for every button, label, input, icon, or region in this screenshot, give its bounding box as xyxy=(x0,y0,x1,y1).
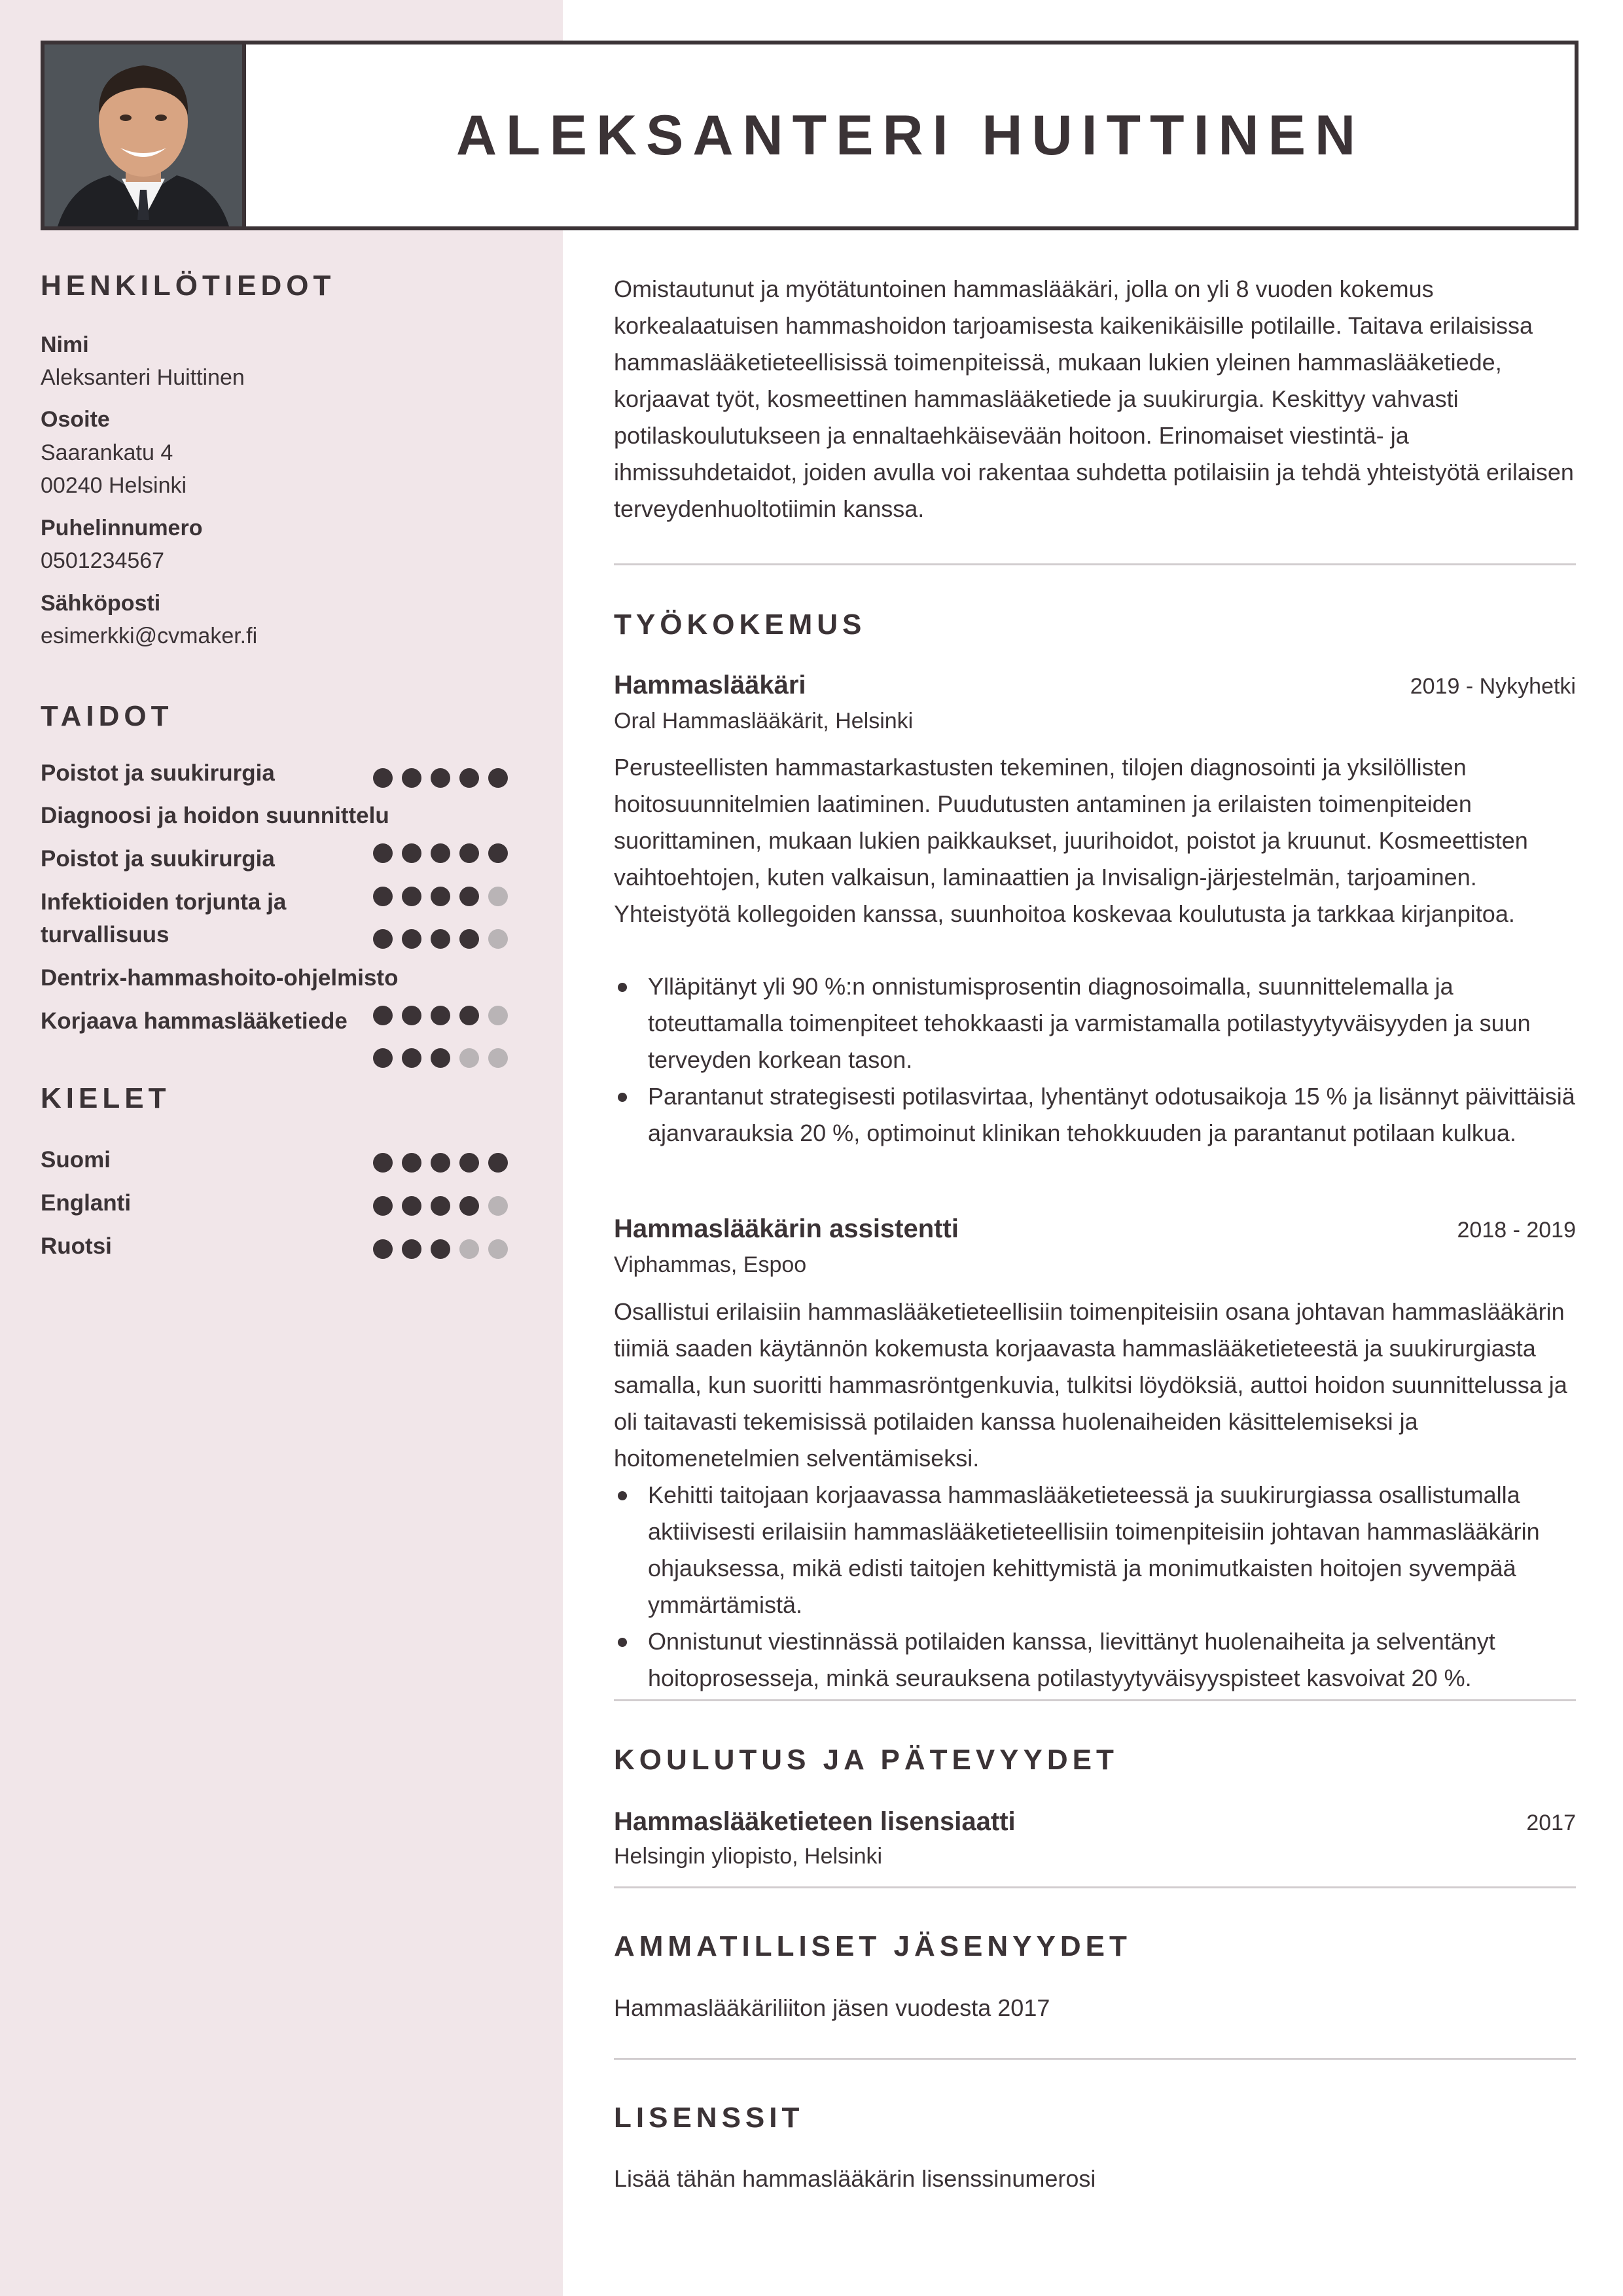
section-divider xyxy=(614,563,1576,565)
section-divider xyxy=(614,1699,1576,1701)
address-label: Osoite xyxy=(41,407,110,432)
skill-name: Infektioiden torjunta ja turvallisuus xyxy=(41,889,287,947)
rating-dot-filled xyxy=(431,1196,450,1216)
achievement-item: Parantanut strategisesti potilasvirtaa, lyhentänyt odotusaikoja 15 % ja lisännyt päivittäisiä ajanvarauksia 20 %, optimoinut klinikan tehokkuuden ja parantanut potilaan kulkua. xyxy=(614,1078,1576,1152)
skill-name: Korjaava hammaslääketiede xyxy=(41,1008,348,1034)
rating-dot-filled xyxy=(402,1006,421,1025)
rating-dot-filled xyxy=(402,1153,421,1173)
job-place: Oral Hammaslääkärit, Helsinki xyxy=(614,709,914,733)
skill-name: Poistot ja suukirurgia xyxy=(41,846,275,872)
achievement-item: Kehitti taitojaan korjaavassa hammaslääketieteessä ja suukirurgiassa osallistumalla aktiivisesti erilaisiin hammaslääketieteellisiin toimenpiteisiin johtavan hammaslääkärin ohjauksessa, mikä edisti taitojen kehittymistä ja monimutkaisten hoitojen syvempää ymmärtämistä. xyxy=(614,1477,1576,1623)
job-description: Perusteellisten hammastarkastusten tekeminen, tilojen diagnosointi ja yksilöllisten hoitosuunnitelmien laatiminen. Puudutusten antaminen ja erilaisten toimenpiteiden suorittaminen, mukaan lukien paikkaukset, juurihoidot, poistot ja kruunut. Kosmeettisten vaihtoehtojen, kuten valkaisun, laminaattien ja Invisalign-järjestelmän, tarjoaminen. Yhteistyötä kollegoiden kanssa, suunhoitoa koskevaa koulutusta ja tarkkaa kirjanpitoa. xyxy=(614,754,1528,927)
languages-heading: KIELET xyxy=(41,1082,171,1114)
experience-heading: TYÖKOKEMUS xyxy=(614,609,866,641)
rating-dot-filled xyxy=(373,768,393,788)
name-value: Aleksanteri Huittinen xyxy=(41,365,245,390)
rating-dot-empty xyxy=(488,887,508,906)
candidate-name: ALEKSANTERI HUITTINEN xyxy=(455,103,1365,167)
rating-dot-filled xyxy=(402,1196,421,1216)
rating-dot-filled xyxy=(488,1153,508,1173)
rating-dot-empty xyxy=(488,1048,508,1068)
skill-rating xyxy=(373,768,508,788)
rating-dot-filled xyxy=(488,768,508,788)
profile-photo xyxy=(45,44,246,226)
skill-rating xyxy=(373,1006,508,1025)
rating-dot-filled xyxy=(373,929,393,949)
address-line-2: 00240 Helsinki xyxy=(41,473,187,498)
achievement-item: Ylläpitänyt yli 90 %:n onnistumisprosentin diagnosoimalla, suunnittelemalla ja toteuttamalla toimenpiteet tehokkaasti ja varmistamalla potilastyytyväisyyden ja suun terveyden korkean tason. xyxy=(614,968,1576,1078)
portrait-image xyxy=(45,44,242,226)
job-achievements xyxy=(614,1477,1576,1697)
phone-value: 0501234567 xyxy=(41,548,165,573)
rating-dot-filled xyxy=(431,887,450,906)
rating-dot-filled xyxy=(431,1239,450,1259)
section-divider xyxy=(614,1886,1576,1888)
rating-dot-filled xyxy=(402,887,421,906)
rating-dot-filled xyxy=(402,1239,421,1259)
rating-dot-filled xyxy=(431,929,450,949)
achievement-item: Onnistunut viestinnässä potilaiden kanssa, lievittänyt huolenaiheita ja selventänyt hoitoprosesseja, minkä seurauksena potilastyytyväisyyspisteet kasvoivat 20 %. xyxy=(614,1623,1576,1697)
skill-rating xyxy=(373,929,508,949)
phone-label: Puhelinnumero xyxy=(41,516,203,540)
job-dates: 2018 - 2019 xyxy=(1457,1218,1576,1243)
rating-dot-filled xyxy=(488,843,508,863)
rating-dot-filled xyxy=(373,843,393,863)
rating-dot-filled xyxy=(373,1153,393,1173)
language-rating xyxy=(373,1196,508,1216)
degree-place: Helsingin yliopisto, Helsinki xyxy=(614,1844,883,1869)
name-label: Nimi xyxy=(41,332,89,357)
language-rating xyxy=(373,1239,508,1259)
skill-name: Diagnoosi ja hoidon suunnittelu xyxy=(41,803,389,828)
skill-name: Dentrix-hammashoito-ohjelmisto xyxy=(41,965,399,991)
job-description: Osallistui erilaisiin hammaslääketieteellisiin toimenpiteisiin osana johtavan hammaslääkärin tiimiä saaden käytännön kokemusta korjaavasta hammaslääketieteestä ja suukirurgiasta samalla, kun suoritti hammasröntgenkuvia, tulkitsi löydöksiä, auttoi hoidon suunnittelussa ja oli taitavasti tekemisissä potilaiden kanssa huolenaiheiden käsittelemiseksi ja hoitomenetelmien selventämiseksi. xyxy=(614,1298,1567,1472)
education-heading: KOULUTUS JA PÄTEVYYDET xyxy=(614,1744,1118,1776)
rating-dot-empty xyxy=(488,929,508,949)
rating-dot-empty xyxy=(459,1048,479,1068)
job-title: Hammaslääkäri xyxy=(614,671,806,699)
job-dates: 2019 - Nykyhetki xyxy=(1410,674,1576,699)
language-name: Ruotsi xyxy=(41,1233,112,1259)
skill-name: Poistot ja suukirurgia xyxy=(41,760,275,786)
email-value: esimerkki@cvmaker.fi xyxy=(41,624,258,648)
rating-dot-filled xyxy=(402,1048,421,1068)
rating-dot-filled xyxy=(373,1048,393,1068)
rating-dot-filled xyxy=(431,1153,450,1173)
memberships-heading: AMMATILLISET JÄSENYYDET xyxy=(614,1930,1132,1962)
language-name: Suomi xyxy=(41,1147,111,1173)
skills-heading: TAIDOT xyxy=(41,700,173,732)
rating-dot-filled xyxy=(373,887,393,906)
licenses-heading: LISENSSIT xyxy=(614,2102,804,2134)
skill-rating xyxy=(373,887,508,906)
rating-dot-filled xyxy=(373,1239,393,1259)
rating-dot-empty xyxy=(459,1239,479,1259)
address-line-1: Saarankatu 4 xyxy=(41,440,173,465)
degree-year: 2017 xyxy=(1526,1810,1576,1835)
email-label: Sähköposti xyxy=(41,591,161,616)
job-title: Hammaslääkärin assistentti xyxy=(614,1214,959,1243)
rating-dot-filled xyxy=(373,1006,393,1025)
skill-rating xyxy=(373,843,508,863)
skill-rating xyxy=(373,1048,508,1068)
rating-dot-filled xyxy=(431,1048,450,1068)
rating-dot-filled xyxy=(459,1196,479,1216)
job-achievements xyxy=(614,968,1576,1152)
rating-dot-empty xyxy=(488,1196,508,1216)
rating-dot-filled xyxy=(459,768,479,788)
rating-dot-filled xyxy=(459,1153,479,1173)
language-rating xyxy=(373,1153,508,1173)
rating-dot-filled xyxy=(459,887,479,906)
language-name: Englanti xyxy=(41,1190,132,1216)
rating-dot-filled xyxy=(459,1006,479,1025)
header xyxy=(41,41,1578,230)
rating-dot-empty xyxy=(488,1239,508,1259)
rating-dot-filled xyxy=(431,843,450,863)
memberships-text: Hammaslääkäriliiton jäsen vuodesta 2017 xyxy=(614,1994,1050,2021)
personal-info-heading: HENKILÖTIEDOT xyxy=(41,270,336,302)
degree-title: Hammaslääketieteen lisensiaatti xyxy=(614,1807,1016,1836)
profile-summary: Omistautunut ja myötätuntoinen hammaslääkäri, jolla on yli 8 vuoden kokemus korkealaatuisen hammashoidon tarjoamisesta kaikenikäisille potilaille. Taitava erilaisissa hammaslääketieteellisissä toimenpiteissä, mukaan lukien yleinen hammaslääketiede, korjaavat työt, kosmeettinen hammaslääketiede ja suukirurgia. Keskittyy vahvasti potilaskoulutukseen ja ennaltaehkäisevään hoitoon. Erinomaiset viestintä- ja ihmissuhdetaidot, joiden avulla voi rakentaa suhdetta potilaisiin ja tehdä yhteistyötä erilaisen terveydenhuoltotiimin kanssa. xyxy=(614,275,1574,522)
rating-dot-filled xyxy=(373,1196,393,1216)
rating-dot-empty xyxy=(488,1006,508,1025)
rating-dot-filled xyxy=(431,1006,450,1025)
rating-dot-filled xyxy=(459,843,479,863)
rating-dot-filled xyxy=(402,929,421,949)
licenses-text: Lisää tähän hammaslääkärin lisenssinumerosi xyxy=(614,2165,1096,2192)
rating-dot-filled xyxy=(402,843,421,863)
rating-dot-filled xyxy=(431,768,450,788)
rating-dot-filled xyxy=(402,768,421,788)
rating-dot-filled xyxy=(459,929,479,949)
job-place: Viphammas, Espoo xyxy=(614,1252,807,1277)
section-divider xyxy=(614,2058,1576,2060)
